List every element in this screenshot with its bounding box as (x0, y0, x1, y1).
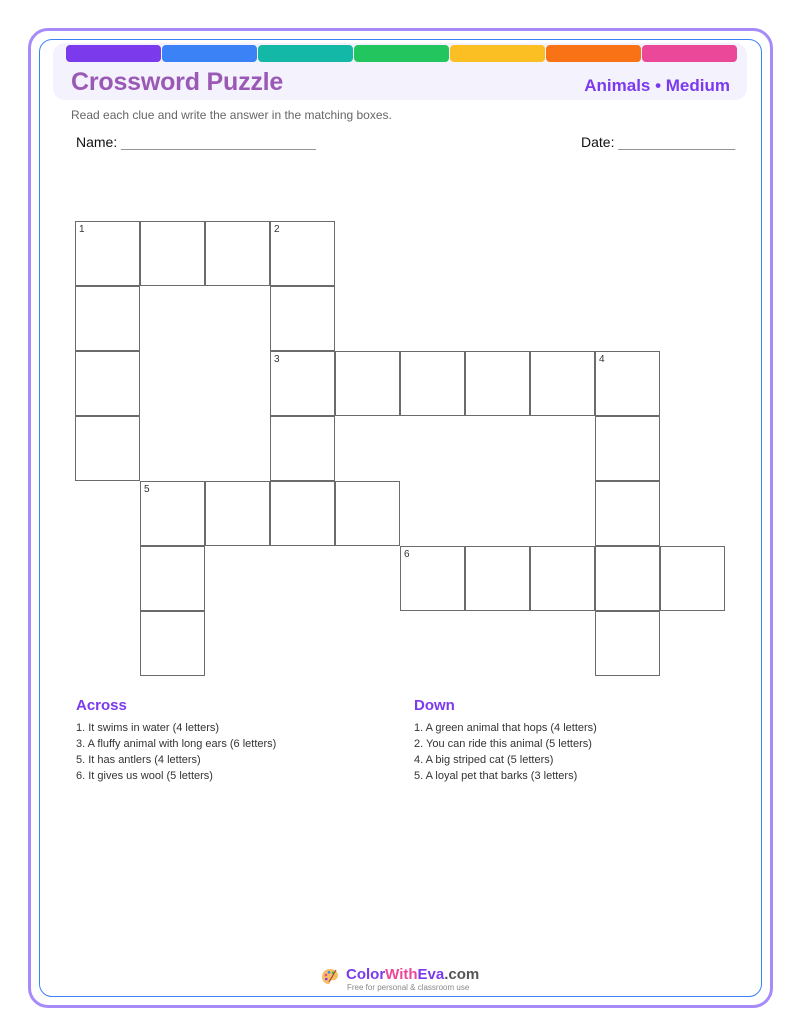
page-title: Crossword Puzzle (71, 68, 284, 96)
crossword-cell[interactable] (75, 286, 140, 351)
crossword-cell[interactable] (530, 546, 595, 611)
crossword-cell[interactable] (270, 351, 335, 416)
crossword-cell[interactable] (465, 546, 530, 611)
crossword-cell[interactable] (75, 416, 140, 481)
crossword-cell[interactable] (140, 611, 205, 676)
crossword-cell[interactable] (595, 481, 660, 546)
crossword-cell[interactable] (400, 351, 465, 416)
color-bar-segment (354, 45, 449, 62)
date-field[interactable] (581, 134, 735, 150)
name-field[interactable] (76, 134, 316, 150)
down-clues (414, 697, 597, 784)
across-heading: Across (76, 697, 127, 714)
color-bar-segment (546, 45, 641, 62)
palette-icon (320, 967, 340, 987)
name-blank-line[interactable]: _________________________ (121, 134, 316, 150)
crossword-cell[interactable] (530, 351, 595, 416)
crossword-cell[interactable] (335, 481, 400, 546)
brand-tagline: Free for personal & classroom use (347, 983, 470, 992)
header-banner (53, 43, 747, 100)
crossword-cell[interactable] (595, 611, 660, 676)
brand-name: ColorWithEva.com (346, 966, 480, 983)
across-clue: 3. A fluffy animal with long ears (6 letters) (76, 738, 277, 750)
rainbow-color-bar (66, 45, 737, 62)
clue-number: 4 (599, 354, 605, 365)
color-bar-segment (162, 45, 257, 62)
across-clues (76, 697, 276, 784)
date-blank-line[interactable]: _______________ (618, 134, 736, 150)
footer-branding (320, 966, 479, 992)
across-clue: 6. It gives us wool (5 letters) (76, 770, 213, 782)
puzzle-theme-difficulty: Animals • Medium (584, 76, 730, 95)
crossword-cell[interactable] (465, 351, 530, 416)
down-clue: 5. A loyal pet that barks (3 letters) (414, 770, 578, 782)
crossword-cell[interactable] (660, 546, 725, 611)
crossword-cell[interactable] (75, 351, 140, 416)
crossword-cell[interactable] (270, 416, 335, 481)
crossword-cell[interactable] (205, 481, 270, 546)
crossword-cell[interactable] (140, 546, 205, 611)
across-clue: 5. It has antlers (4 letters) (76, 754, 201, 766)
down-heading: Down (414, 697, 455, 714)
crossword-cell[interactable] (595, 351, 660, 416)
crossword-cell[interactable] (270, 481, 335, 546)
crossword-cell[interactable] (335, 351, 400, 416)
clue-number: 5 (144, 484, 150, 495)
instructions-text: Read each clue and write the answer in the matching boxes. (71, 108, 392, 122)
color-bar-segment (450, 45, 545, 62)
clue-number: 3 (274, 354, 280, 365)
crossword-cell[interactable] (205, 221, 270, 286)
clue-number: 2 (274, 224, 280, 235)
crossword-cell[interactable] (270, 286, 335, 351)
crossword-cell[interactable] (140, 221, 205, 286)
clue-number: 1 (79, 224, 85, 235)
crossword-cell[interactable] (270, 221, 335, 286)
across-clue: 1. It swims in water (4 letters) (76, 722, 220, 734)
crossword-cell[interactable] (140, 481, 205, 546)
crossword-cell[interactable] (400, 546, 465, 611)
color-bar-segment (258, 45, 353, 62)
down-clue: 2. You can ride this animal (5 letters) (414, 738, 592, 750)
date-label: Date: (581, 134, 615, 150)
crossword-cell[interactable] (75, 221, 140, 286)
down-clue: 1. A green animal that hops (4 letters) (414, 722, 597, 734)
clue-number: 6 (404, 549, 410, 560)
color-bar-segment (642, 45, 737, 62)
color-bar-segment (66, 45, 161, 62)
name-label: Name: (76, 134, 118, 150)
crossword-cell[interactable] (595, 416, 660, 481)
down-clue: 4. A big striped cat (5 letters) (414, 754, 554, 766)
crossword-cell[interactable] (595, 546, 660, 611)
